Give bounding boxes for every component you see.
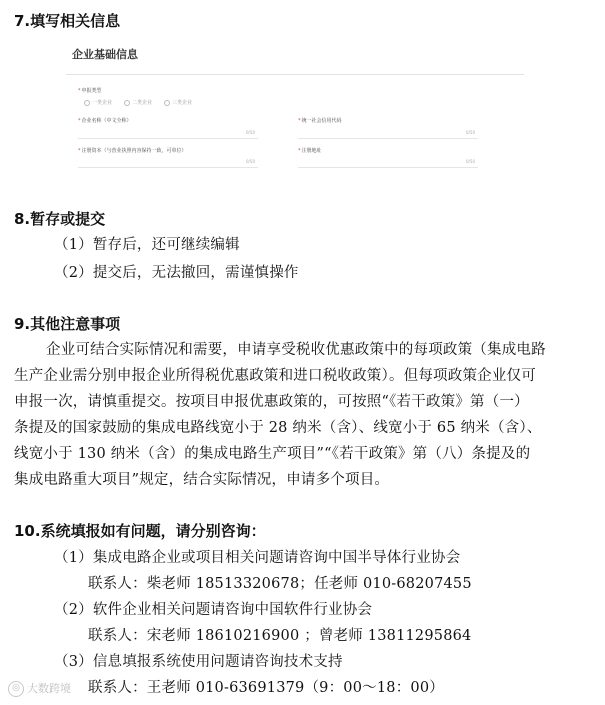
registered-address-label: *注册地址 (298, 148, 322, 154)
form-divider (66, 74, 524, 75)
watermark (8, 680, 71, 697)
section8-item-1: （1）暂存后，还可继续编辑 (54, 237, 240, 253)
declaration-type-label: *申报类型 (78, 88, 102, 94)
section9-line-6: 集成电路重大项目”规定，结合实际情况，申请多个项目。 (14, 472, 390, 488)
consult-item-1-title: （1）集成电路企业或项目相关问题请咨询中国半导体行业协会 (54, 550, 461, 566)
section9-line-4: 条提及的国家鼓励的集成电路线宽小于 28 纳米（含）、线宽小于 65 纳米（含）、 (14, 420, 542, 436)
section9-line-1: 企业可结合实际情况和需要，申请享受税收优惠政策中的每项政策（集成电路 (46, 342, 546, 358)
credit-code-label: *统一社会信用代码 (298, 118, 342, 124)
section9-line-3: 申报一次，请慎重提交。按项目申报优惠政策的，可按照“《若干政策》第（一） (14, 394, 529, 410)
radio-dot-icon (164, 100, 170, 106)
radio-option-1: 一类企业 (84, 99, 112, 106)
consult-item-3-title: （3）信息填报系统使用问题请咨询技术支持 (54, 654, 343, 670)
watermark-text: 大数跨境 (27, 682, 71, 695)
section9-line-5: 线宽小于 130 纳米（含）的集成电路生产项目”“《若干政策》第（八）条提及的 (14, 446, 531, 462)
registered-capital-input: 0/50 (78, 157, 258, 168)
consult-item-2-contact: 联系人：宋老师 18610216900 ；曾老师 13811295864 (88, 628, 472, 644)
radio-option-2: 二类企业 (124, 99, 152, 106)
consult-item-1-contact: 联系人：柴老师 18513320678；任老师 010-68207455 (88, 576, 472, 592)
registered-address-input: 0/50 (298, 157, 478, 168)
radio-dot-icon (84, 100, 90, 106)
section9-line-2: 生产企业需分别申报企业所得税优惠政策和进口税收政策）。但每项政策企业仅可 (14, 368, 536, 384)
section10-heading: 10.系统填报如有问题，请分别咨询： (14, 522, 266, 540)
company-name-label: *企业名称（中文全称） (78, 118, 132, 124)
section8-item-2: （2）提交后，无法撤回，需谨慎操作 (54, 265, 299, 281)
registered-capital-label: *注册资本（与营业执照内容保持一致，可单位） (78, 148, 187, 154)
section7-heading: 7.填写相关信息 (14, 12, 121, 30)
consult-item-3-contact: 联系人：王老师 010-63691379（9：00～18：00） (88, 680, 444, 696)
section8-heading: 8.暂存或提交 (14, 210, 106, 228)
form-title: 企业基础信息 (72, 48, 138, 61)
watermark-logo-icon: ◎ (8, 681, 24, 697)
company-name-input: 0/50 (78, 128, 258, 139)
consult-item-2-title: （2）软件企业相关问题请咨询中国软件行业协会 (54, 602, 373, 618)
radio-option-3: 三类企业 (164, 99, 192, 106)
credit-code-input: 0/50 (298, 128, 478, 139)
form-screenshot (60, 38, 530, 173)
radio-dot-icon (124, 100, 130, 106)
section9-heading: 9.其他注意事项 (14, 315, 121, 333)
